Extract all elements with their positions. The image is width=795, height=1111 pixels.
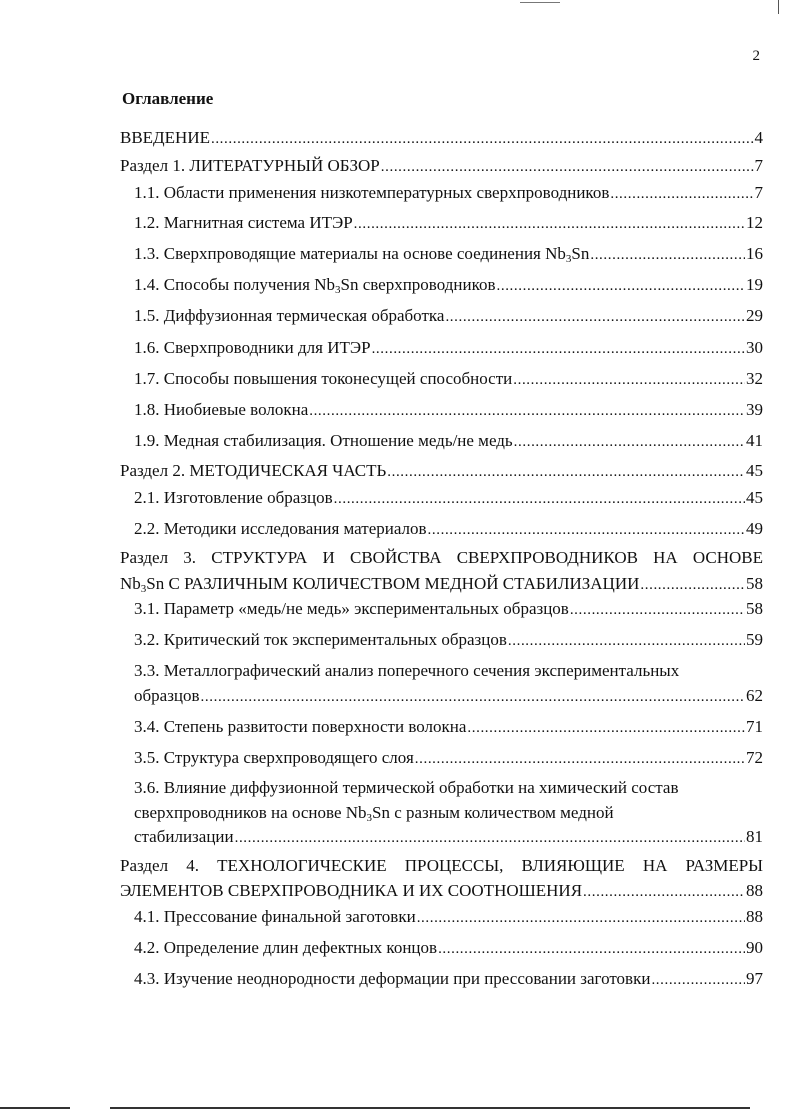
toc-entry-page: 97 [746,969,763,988]
toc-entry-1-7[interactable] [134,368,763,391]
toc-leader-dots [201,686,745,708]
toc-entry-3-2[interactable] [134,629,763,652]
toc-entry-page: 16 [746,244,763,263]
toc-entry-page: 88 [746,881,763,900]
toc-entry-page: 88 [746,907,763,926]
toc-entry-page: 72 [746,748,763,767]
toc-leader-dots [381,156,754,178]
toc-entry-1-8[interactable] [134,399,763,422]
toc-entry-1-3[interactable] [134,243,763,266]
toc-entry-section-2[interactable] [120,460,763,483]
toc-leader-dots [651,969,745,991]
toc-leader-dots [428,519,745,541]
toc-entry-3-6[interactable] [134,826,763,849]
toc-entry-text: 1.3. Сверхпроводящие материалы на основе соединения $Nb_3Sn$ [134,244,590,265]
toc-title: Оглавление [122,89,214,108]
toc-entry-3-6-line1[interactable]: 3.6. Влияние диффузионной термической обработки на химический состав [134,778,679,797]
toc-entry-section-1[interactable] [120,155,763,178]
toc-entry-3-3[interactable] [134,685,763,708]
toc-entry-page: 4 [754,128,763,147]
toc-entry-text: 1.9. Медная стабилизация. Отношение медь/не медь [134,431,513,450]
toc-entry-text: 1.7. Способы повышения токонесущей способности [134,369,513,388]
toc-leader-dots [211,128,754,150]
toc-entry-page: 59 [746,630,763,649]
toc-entry-text: 1.4. Способы получения $Nb_3Sn$ сверхпроводников [134,275,496,296]
toc-entry-text: 2.1. Изготовление образцов [134,488,333,507]
toc-entry-3-6-line2[interactable]: сверхпроводников на основе $Nb_3Sn$ с разным количеством медной [134,803,614,824]
toc-leader-dots [372,338,745,360]
toc-leader-dots [640,574,745,596]
toc-entry-1-5[interactable] [134,305,763,328]
toc-leader-dots [387,461,745,483]
toc-leader-dots [583,881,745,903]
toc-entry-text: 2.2. Методики исследования материалов [134,519,427,538]
toc-entry-section-3[interactable] [120,573,763,596]
toc-entry-text: ВВЕДЕНИЕ [120,128,210,147]
toc-entry-page: 45 [746,488,763,507]
toc-entry-4-3[interactable] [134,968,763,991]
toc-entry-text: 3.4. Степень развитости поверхности волокна [134,717,467,736]
scan-artifact-corner [778,0,779,14]
toc-entry-text: 3.1. Параметр «медь/не медь» экспериментальных образцов [134,599,569,618]
toc-entry-page: 58 [746,574,763,593]
toc-entry-text: 1.2. Магнитная система ИТЭР [134,213,353,232]
toc-entry-page: 45 [746,461,763,480]
toc-entry-text: 4.3. Изучение неоднородности деформации при прессовании заготовки [134,969,651,988]
toc-entry-2-1[interactable] [134,487,763,510]
toc-entry-4-2[interactable] [134,937,763,960]
toc-entry-page: 62 [746,686,763,705]
toc-leader-dots [438,938,745,960]
toc-entry-3-5[interactable] [134,747,763,770]
toc-leader-dots [354,213,745,235]
toc-leader-dots [497,275,746,297]
toc-entry-page: 58 [746,599,763,618]
toc-leader-dots [467,717,745,739]
toc-entry-page: 90 [746,938,763,957]
toc-entry-2-2[interactable] [134,518,763,541]
toc-entry-page: 29 [746,306,763,325]
toc-entry-text: 1.1. Области применения низкотемпературных сверхпроводников [134,183,610,202]
toc-entry-page: 7 [754,156,763,175]
toc-entry-text: 1.5. Диффузионная термическая обработка [134,306,445,325]
toc-entry-page: 32 [746,369,763,388]
toc-leader-dots [590,244,745,266]
toc-entry-text: 1.8. Ниобиевые волокна [134,400,309,419]
toc-entry-3-3-line1[interactable]: 3.3. Металлографический анализ поперечного сечения экспериментальных [134,661,680,680]
toc-leader-dots [417,907,745,929]
toc-leader-dots [513,369,745,391]
toc-entry-1-2[interactable] [134,212,763,235]
toc-entry-text: 4.1. Прессование финальной заготовки [134,907,416,926]
toc-entry-page: 81 [746,827,763,846]
toc-entry-1-6[interactable] [134,337,763,360]
toc-entry-3-1[interactable] [134,598,763,621]
toc-entry-text: стабилизации [134,827,234,846]
toc-entry-page: 19 [746,275,763,294]
toc-entry-page: 41 [746,431,763,450]
scan-artifact-top [520,2,560,3]
toc-entry-1-1[interactable] [134,182,763,205]
toc-entry-page: 71 [746,717,763,736]
toc-entry-page: 30 [746,338,763,357]
toc-entry-3-4[interactable] [134,716,763,739]
toc-entry-4-1[interactable] [134,906,763,929]
scan-artifact-bottom [110,1107,750,1109]
toc-entry-section-3-line1[interactable]: Раздел 3. СТРУКТУРА И СВОЙСТВА СВЕРХПРОВОДНИКОВ НА ОСНОВЕ [120,548,763,567]
toc-entry-page: 39 [746,400,763,419]
toc-entry-text: ЭЛЕМЕНТОВ СВЕРХПРОВОДНИКА И ИХ СООТНОШЕНИЯ [120,881,583,900]
toc-entry-page: 7 [754,183,763,202]
toc-entry-section-4[interactable] [120,880,763,903]
toc-leader-dots [235,827,745,849]
toc-entry-text: образцов [134,686,200,705]
toc-entry-text: $Nb_3Sn$ С РАЗЛИЧНЫМ КОЛИЧЕСТВОМ МЕДНОЙ СТАБИЛИЗАЦИИ [120,574,640,595]
toc-leader-dots [415,748,745,770]
scan-artifact-bottom-left [0,1107,70,1109]
toc-leader-dots [309,400,745,422]
toc-leader-dots [514,431,745,453]
toc-entry-text: 1.6. Сверхпроводники для ИТЭР [134,338,371,357]
toc-entry-1-9[interactable] [134,430,763,453]
toc-entry-text: 3.2. Критический ток экспериментальных образцов [134,630,507,649]
toc-leader-dots [508,630,745,652]
toc-entry-page: 49 [746,519,763,538]
toc-leader-dots [610,183,753,205]
toc-entry-1-4[interactable] [134,274,763,297]
page-number: 2 [752,48,760,64]
toc-entry-text: Раздел 1. ЛИТЕРАТУРНЫЙ ОБЗОР [120,156,380,175]
toc-leader-dots [334,488,745,510]
toc-entry-text: 4.2. Определение длин дефектных концов [134,938,438,957]
toc-entry-page: 12 [746,213,763,232]
toc-leader-dots [445,306,745,328]
toc-entry-intro[interactable] [120,127,763,150]
toc-entry-section-4-line1[interactable]: Раздел 4. ТЕХНОЛОГИЧЕСКИЕ ПРОЦЕССЫ, ВЛИЯЮЩИЕ НА РАЗМЕРЫ [120,856,763,875]
toc-entry-text: Раздел 2. МЕТОДИЧЕСКАЯ ЧАСТЬ [120,461,387,480]
toc-entry-text: 3.5. Структура сверхпроводящего слоя [134,748,414,767]
toc-leader-dots [570,599,745,621]
